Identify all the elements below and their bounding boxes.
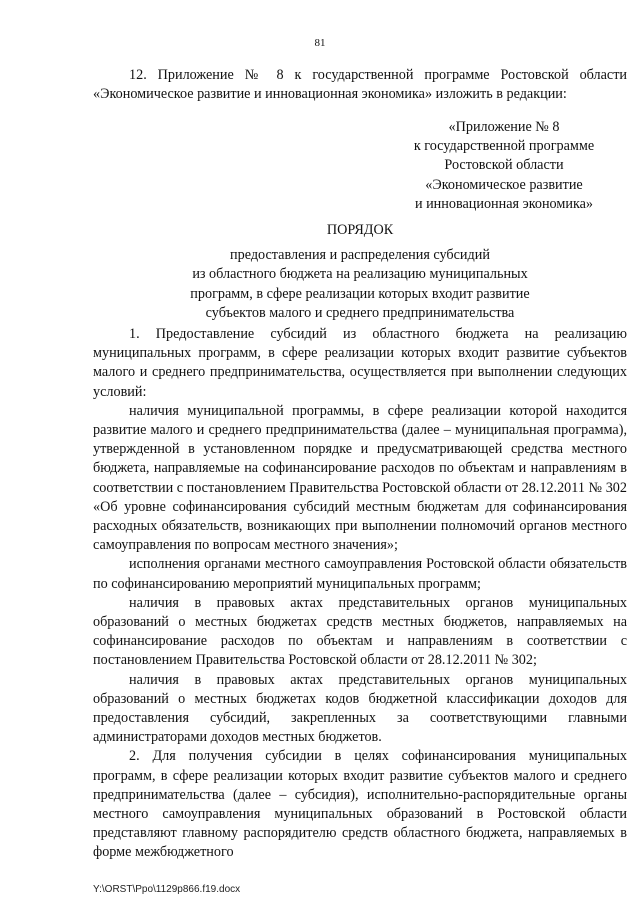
paragraph: исполнения органами местного самоуправления Ростовской области обязательств по софинансированию мероприятий муниципальных программ; [93,556,627,592]
file-path-footer: Y:\ORST\Ppo\1129p866.f19.docx [93,884,241,895]
appendix-line: Ростовской области [444,157,564,174]
document-title [93,221,627,323]
paragraph: наличия в правовых актах представительных органов муниципальных образований о местных бюджетах средств местных бюджетов, направляемых на софинансирование расходов по объектам и направлениям в соответствии с постановлением Правительства Ростовской области от 28.12.2011 № 302; [93,594,627,669]
paragraph: наличия в правовых актах представительных органов муниципальных образований о местных бюджетах кодов бюджетной классификации доходов для предоставления субсидий, закрепленных за соответствующими главными администраторами доходов местных бюджетов. [93,671,627,746]
title-line: субъектов малого и среднего предпринимательства [205,304,515,321]
paragraph: 2. Для получения субсидии в целях софинансирования муниципальных программ, в сфере реализации которых входит развитие субъектов малого и среднего предпринимательства (далее – субсидия), исполнительно-распорядительные органы местного самоуправления муниципальных образований в Ростовской области представляют главному распорядителю средств областного бюджета, направляемых в форме межбюджетного [93,748,627,861]
title-line: предоставления и распределения субсидий [230,247,490,264]
appendix-line: к государственной программе [413,138,595,155]
paragraph: наличия муниципальной программы, в сфере реализации которой находится развитие малого и среднего предпринимательства (далее – муниципальная программа), утвержденной в установленном порядке и предусматривающей средства местного бюджета, направляемые на софинансирование расходов по объектам и направлениям в соответствии с постановлением Правительства Ростовской области от 28.12.2011 № 302 «Об уровне софинансирования субсидий местным бюджетам для софинансирования расходных обязательств, возникающих при выполнении полномочий органов местного самоуправления по вопросам местного значения»; [93,402,627,554]
title-heading: ПОРЯДОК [326,222,394,238]
appendix-line: «Экономическое развитие [425,176,583,193]
page-number: 81 [314,37,326,49]
intro-paragraph: 12. Приложение № 8 к государственной программе Ростовской области «Экономическое развитие и инновационная экономика» изложить в редакции: [93,67,627,103]
main-text [93,325,627,863]
appendix-header [384,118,624,214]
appendix-line: и инновационная экономика» [414,195,594,212]
appendix-line: «Приложение № 8 [448,119,560,135]
title-line: из областного бюджета на реализацию муниципальных [192,266,528,283]
intro-section [93,66,627,104]
paragraph: 1. Предоставление субсидий из областного бюджета на реализацию муниципальных программ, в сфере реализации которых входит развитие субъектов малого и среднего предпринимательства, осуществляется при выполнении следующих условий: [93,326,627,400]
title-line: программ, в сфере реализации которых входит развитие [190,285,530,302]
